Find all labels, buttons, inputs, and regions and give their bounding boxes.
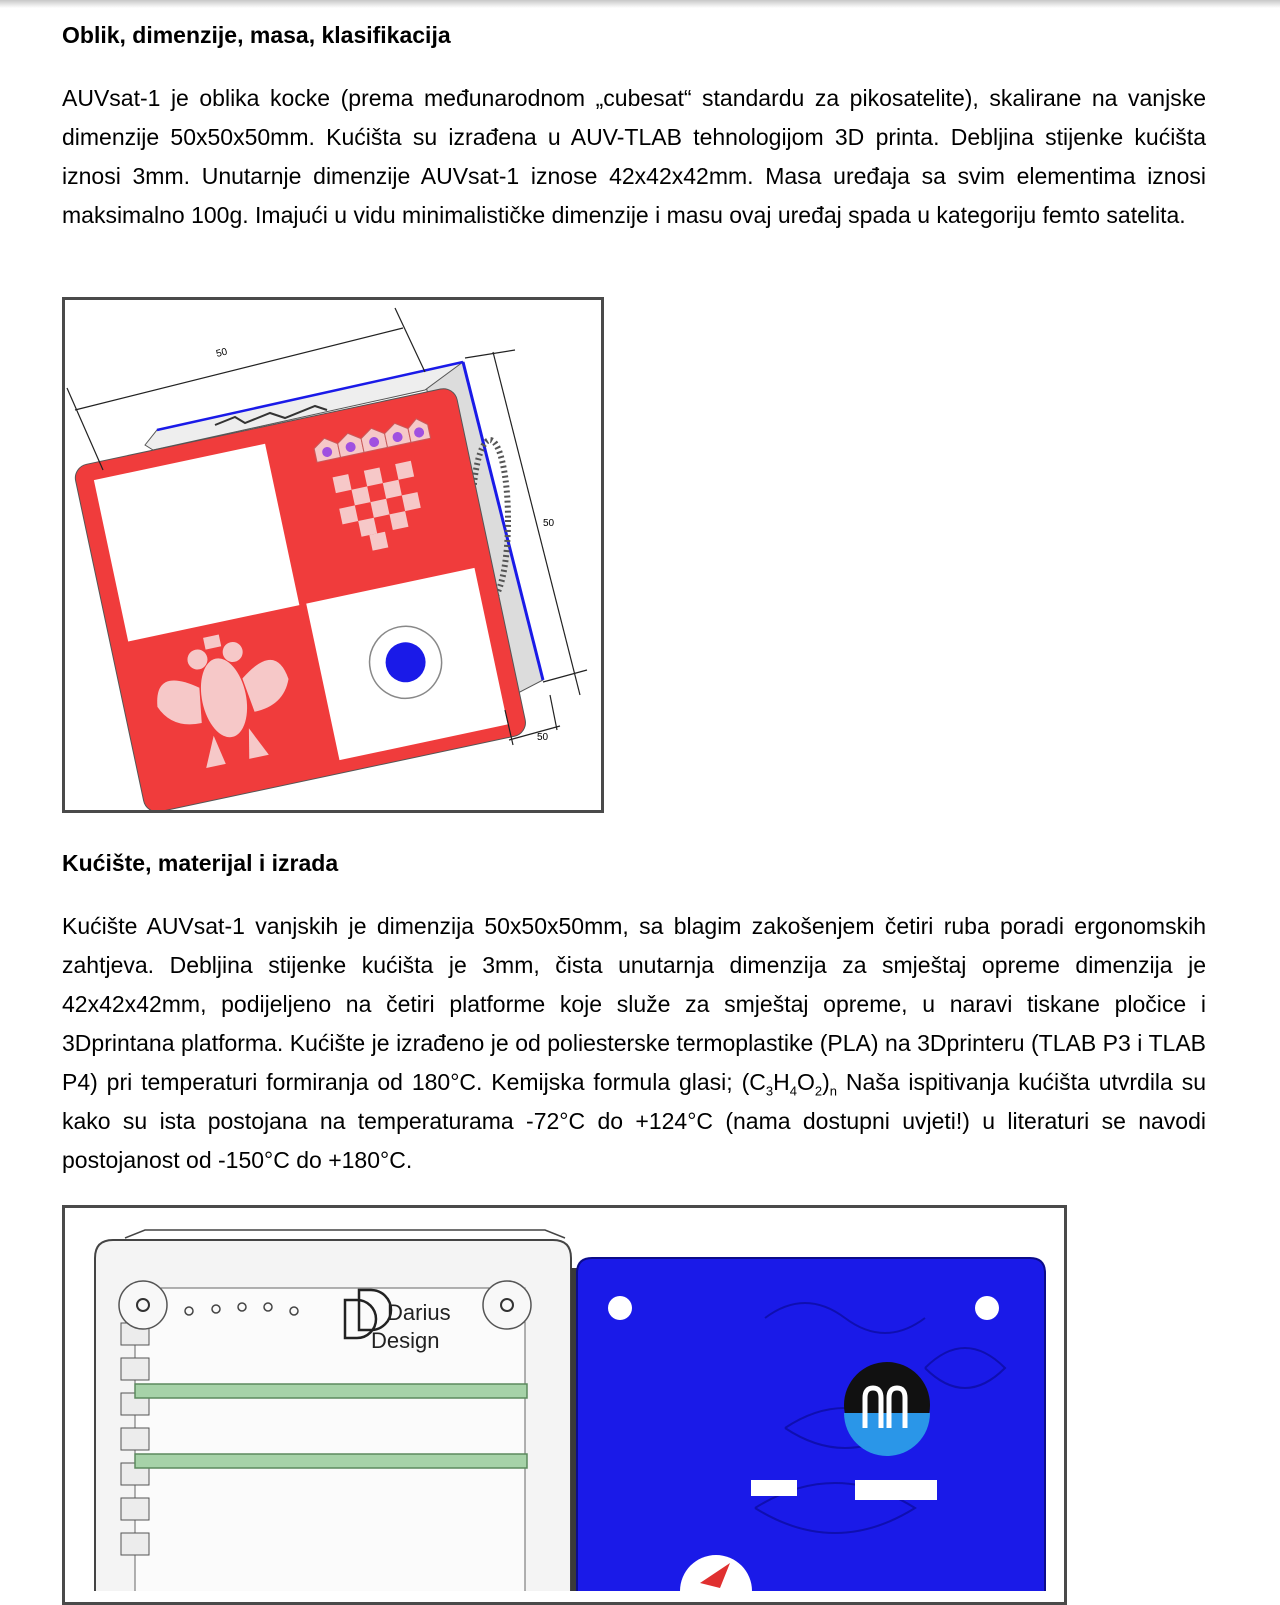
figure-cube-dimensions <box>62 297 604 813</box>
casing-slot-teeth <box>121 1323 149 1555</box>
paragraph-housing-tail: Naša ispitivanja kućišta utvrdila su kako su ista postojana na temperaturama -72°C do +124°C (nama dostupni uvjeti!) u literaturi se navodi postojanost od -150°C do +180°C. <box>62 1069 1206 1173</box>
lid-hole-left <box>608 1296 632 1320</box>
logo-text-line2: Design <box>371 1328 440 1353</box>
section-heading-shape: Oblik, dimenzije, masa, klasifikacija <box>62 22 451 48</box>
logo-text-line1: Darius <box>387 1300 451 1325</box>
lid-slot-left <box>751 1480 797 1496</box>
figure-housing-open <box>62 1205 1067 1605</box>
section-heading-housing: Kućište, materijal i izrada <box>62 850 339 876</box>
casing-top-edge <box>125 1230 565 1238</box>
lid-slot-right <box>855 1480 937 1500</box>
lid-hole-right <box>975 1296 999 1320</box>
paragraph-shape-dimensions: AUVsat-1 je oblika kocke (prema međunarodnom „cubesat“ standardu za pikosatelite), skalirane na vanjske dimenzije 50x50x50mm. Kućišta su izrađena u AUV-TLAB tehnologijom 3D printa. Debljina stijenke kućišta iznosi 3mm. Unutarnje dimenzije AUVsat-1 iznose 42x42x42mm. Masa uređaja sa svim elementima iznosi maksimalno 100g. Imajući u vidu minimalističke dimenzije i masu ovaj uređaj spada u kategoriju femto satelita. <box>62 85 1206 228</box>
screw-hole-right <box>483 1281 531 1329</box>
casing-inner-wall <box>135 1288 525 1591</box>
dimension-label-side: 50 <box>543 518 555 529</box>
lid-emblem-icon <box>844 1362 930 1456</box>
cube-drawing <box>65 300 601 810</box>
dimension-label-bottom: 50 <box>537 732 549 743</box>
cube-front-face <box>73 386 528 810</box>
dimension-label-top: 50 <box>215 346 229 360</box>
pcb-board-2 <box>135 1454 527 1468</box>
chemical-formula: $(C_3H_4O_2)_n$ <box>741 1069 837 1099</box>
housing-drawing <box>65 1208 1064 1591</box>
screw-hole-left <box>119 1281 167 1329</box>
page-top-shadow <box>0 0 1280 8</box>
paragraph-housing-material <box>62 907 1206 1180</box>
blue-lid <box>577 1258 1045 1591</box>
paragraph-housing-main: Kućište AUVsat-1 vanjskih je dimenzija 50x50x50mm, sa blagim zakošenjem četiri ruba poradi ergonomskih zahtjeva. Debljina stijenke kućišta je 3mm, čista unutarnja dimenzija za smještaj opreme dimenzija je 42x42x42mm, podijeljeno na četiri platforme koje služe za smještaj opreme, u naravi tiskane pločice i 3Dprintana platforma. Kućište je izrađeno je od poliesterske termoplastike (PLA) na 3Dprinteru (TLAB P3 i TLAB P4) pri temperaturi formiranja od 180°C. Kemijska formula glasi; <box>62 913 1206 1095</box>
pcb-board-1 <box>135 1384 527 1398</box>
